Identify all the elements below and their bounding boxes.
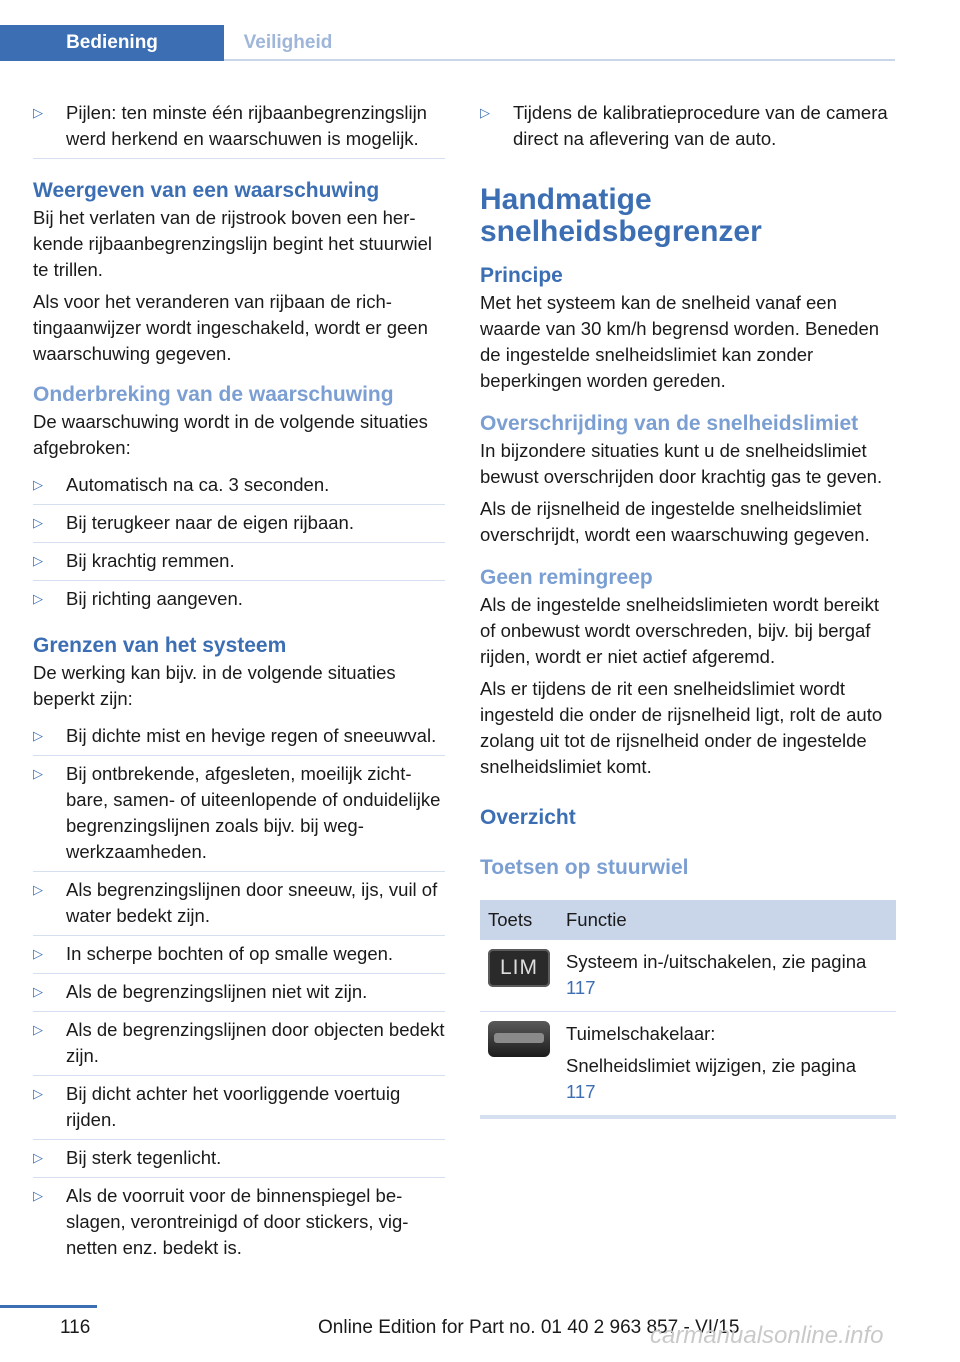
triangle-right-outline-icon: ▷ <box>33 1022 43 1037</box>
lim-button-icon: LIM <box>488 949 550 987</box>
rocker-switch-icon <box>488 1021 550 1057</box>
paragraph: De waarschuwing wordt in de volgende situaties afgebroken: <box>33 411 428 458</box>
section-heading: Toetsen op stuurwiel <box>480 856 689 879</box>
triangle-right-outline-icon: ▷ <box>33 766 43 781</box>
triangle-right-outline-icon: ▷ <box>33 1086 43 1101</box>
watermark: carmanualsonline.info <box>650 1322 884 1349</box>
edition-text: Online Edition for Part no. 01 40 2 963 857 - VI/15 <box>318 1317 740 1338</box>
right-column <box>480 100 896 1119</box>
triangle-right-outline-icon: ▷ <box>33 984 43 999</box>
list-item: ▷ Bij sterk tegenlicht. <box>33 1140 445 1178</box>
triangle-right-outline-icon: ▷ <box>33 1150 43 1165</box>
triangle-right-outline-icon: ▷ <box>33 1188 43 1203</box>
triangle-right-outline-icon: ▷ <box>33 477 43 492</box>
list-item: ▷ Als de begrenzingslijnen niet wit zijn. <box>33 974 445 1012</box>
list-item: ▷ Als de begrenzingslijnen door objecten bedekt zijn. <box>33 1012 445 1076</box>
list-item: ▷ Bij dicht achter het voorliggende voertuig rijden. <box>33 1076 445 1140</box>
key-cell <box>480 940 558 1012</box>
key-cell <box>480 1012 558 1118</box>
function-cell: Tuimelschakelaar: Snelheidslimiet wijzigen, zie pagina 117 <box>558 1012 896 1118</box>
section-heading: Grenzen van het systeem <box>33 634 287 657</box>
page-link[interactable]: 117 <box>566 977 596 998</box>
list-item: ▷ Als begrenzingslijnen door sneeuw, ijs, vuil of water bedekt zijn. <box>33 872 445 936</box>
paragraph: De werking kan bijv. in de volgende situaties beperkt zijn: <box>33 662 396 709</box>
list-item: ▷ Als de voorruit voor de binnenspiegel beslagen, verontreinigd of door stickers, vignetten enz. bedekt is. <box>33 1185 409 1258</box>
triangle-right-outline-icon: ▷ <box>480 105 490 120</box>
list-item: ▷ Bij dichte mist en hevige regen of sneeuwval. <box>33 718 445 756</box>
tab-bediening[interactable]: Bediening <box>0 25 224 61</box>
section-heading: Overschrijding van de snelheidslimiet <box>480 412 859 435</box>
function-cell: Systeem in-/uitschakelen, zie pagina 117 <box>558 940 896 1012</box>
section-heading: Principe <box>480 264 563 287</box>
page-link[interactable]: 117 <box>566 1081 596 1102</box>
triangle-right-outline-icon: ▷ <box>33 946 43 961</box>
chapter-heading: Handmatige snelheidsbegrenzer <box>480 183 762 248</box>
list-item: ▷ Bij terugkeer naar de eigen rijbaan. <box>33 505 445 543</box>
column-header-function: Functie <box>558 900 896 940</box>
list-item: ▷ Automatisch na ca. 3 seconden. <box>33 467 445 505</box>
paragraph: Als voor het veranderen van rijbaan de richtingaanwijzer wordt ingeschakeld, wordt er geen waarschuwing gegeven. <box>33 291 428 364</box>
header-tabs <box>0 25 895 61</box>
left-column <box>33 100 445 1267</box>
triangle-right-outline-icon: ▷ <box>33 591 43 606</box>
triangle-right-outline-icon: ▷ <box>33 105 43 120</box>
list-item: ▷ Tijdens de kalibratieprocedure van de camera direct na aflevering van de auto. <box>480 102 888 149</box>
table-header-row <box>480 900 896 940</box>
table-row <box>480 1012 896 1118</box>
triangle-right-outline-icon: ▷ <box>33 882 43 897</box>
tab-veiligheid[interactable]: Veiligheid <box>243 32 333 53</box>
section-heading: Overzicht <box>480 806 576 829</box>
table-row <box>480 940 896 1012</box>
keys-table <box>480 900 896 1119</box>
page-number: 116 <box>60 1317 91 1338</box>
section-heading: Weergeven van een waarschuwing <box>33 179 380 202</box>
section-heading: Geen remingreep <box>480 566 653 589</box>
list-item: ▷ Bij ontbrekende, afgesleten, moeilijk zichtbare, samen- of uiteenlopende of onduidelijke begrenzingslijnen zoals bijv. bij wegwerkzaamheden. <box>33 756 445 872</box>
footer-rule <box>0 1305 97 1308</box>
header-rule <box>224 59 895 61</box>
paragraph: Bij het verlaten van de rijstrook boven een herkende rijbaanbegrenzingslijn begint het stuurwiel te trillen. <box>33 207 433 280</box>
paragraph: Als er tijdens de rit een snelheidslimiet wordt ingesteld die onder de rijsnelheid ligt, rolt de auto zolang uit tot de rijsnelheid onder de ingestelde snelheidslimiet komt. <box>480 678 883 777</box>
list-item: ▷ Bij krachtig remmen. <box>33 543 445 581</box>
triangle-right-outline-icon: ▷ <box>33 728 43 743</box>
paragraph: Als de ingestelde snelheidslimieten wordt bereikt of onbewust wordt overschreden, bijv. bij bergaf rijden, wordt er niet actief afgeremd. <box>480 594 879 667</box>
bullet-list <box>33 467 445 618</box>
paragraph: In bijzondere situaties kunt u de snelheidslimiet bewust overschrijden door krachtig gas te geven. <box>480 440 883 487</box>
list-item: ▷ In scherpe bochten of op smalle wegen. <box>33 936 445 974</box>
list-item: ▷ Pijlen: ten minste één rijbaanbegrenzingslijn werd herkend en waarschuwen is mogelijk. <box>33 100 445 159</box>
bullet-list <box>33 718 445 1267</box>
triangle-right-outline-icon: ▷ <box>33 515 43 530</box>
paragraph: Als de rijsnelheid de ingestelde snelheidslimiet overschrijdt, wordt een waarschuwing gegeven. <box>480 498 870 545</box>
column-header-key: Toets <box>480 900 558 940</box>
section-heading: Onderbreking van de waarschuwing <box>33 383 394 406</box>
paragraph: Met het systeem kan de snelheid vanaf een waarde van 30 km/h begrensd worden. Beneden de ingestelde snelheidslimiet kan zonder beperkingen worden gereden. <box>480 292 880 391</box>
triangle-right-outline-icon: ▷ <box>33 553 43 568</box>
list-item: ▷ Bij richting aangeven. <box>33 581 445 618</box>
